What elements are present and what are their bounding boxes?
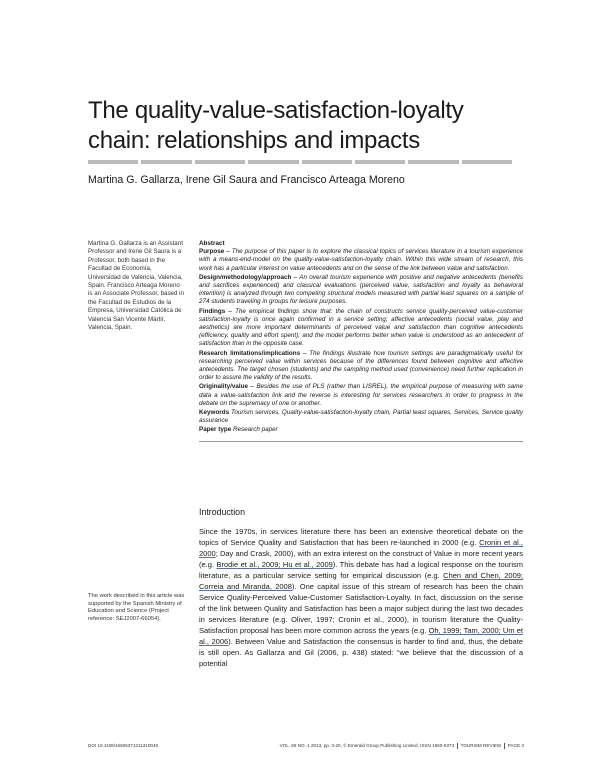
introduction-text: ). One capital issue of this stream of research has been the chain Service Quality-Perceived Value-Customer Satisfaction-Loyalty. In fact, discussion on the sense of the link between Quality and Satisfaction has been a major subject during the last two decades in services literature (e.g. Oliver, 1997; Cronin et al., 2000), in tourism literature the Quality-Satisfaction proposal has been more common across the years (e.g. <box>199 582 523 635</box>
abstract-section-label: Research limitations/implications <box>199 349 301 357</box>
abstract-section-label: Paper type <box>199 426 232 434</box>
abstract-section <box>199 383 523 408</box>
abstract-divider <box>199 441 523 442</box>
abstract-section <box>199 350 523 383</box>
abstract-section-text: – The findings illustrate how tourism settings are paradigmatically useful for researching perceived value within services because of the differences found between cognitive and affective antecedents. The target chosen (students) and the sampling method used (convenience) need further replication in order to assure the validity of the results. <box>199 349 523 382</box>
introduction-paragraph <box>199 526 523 669</box>
footer-right <box>280 743 524 749</box>
doi-text: DOI 10.1108/16605371311310048 <box>88 743 159 748</box>
page-number: PAGE 3 <box>507 743 524 749</box>
abstract-section-label: Findings <box>199 307 226 315</box>
abstract-section-text: Research paper <box>231 426 278 434</box>
author-bio: Martina G. Gallarza is an Assistant Professor and Irene Gil Saura is a Professor, both based in the Facultad de Economía, Universidad de València, Valencia, Spain. Francisco Arteaga Moreno is an Associate Professor, based in the Facultad de Estudios de la Empresa, Universidad Católica de Valencia San Vicente Mártir, Valencia, Spain. <box>88 240 184 332</box>
abstract-block <box>199 240 523 436</box>
citation-link[interactable]: Brodie et al., 2009; Hu et al., 2009 <box>216 560 333 569</box>
abstract-section-text: – Besides the use of PLS (rather than LISREL), the empirical purpose of measuring with same data a value-satisfaction link and the reverse is interesting for services researchers in order to progress in the debate on the supremacy of one or another. <box>199 383 523 407</box>
journal-name: TOURISM REVIEW <box>460 743 502 749</box>
introduction-text: ). This debate has had a logical response on the tourism literature, as a particular service setting for empirical discussion (e.g. <box>199 560 524 580</box>
authors-line: Martina G. Gallarza, Irene Gil Saura and Francisco Arteaga Moreno <box>88 174 405 186</box>
abstract-section-text: – The purpose of this paper is to explore the classical topics of services literature in a tourism experience with a means-end-model on the quality-value-satisfaction-loyalty chain. Within this wide stream of research, this work has a particular interest on value antecedents and on the sense of the link between value and satisfaction. <box>199 248 523 272</box>
abstract-heading: Abstract <box>199 240 225 247</box>
introduction-section <box>199 507 523 669</box>
abstract-section-label: Design/methodology/approach <box>199 273 292 281</box>
footer-separator <box>457 743 458 749</box>
abstract-section-label: Keywords <box>199 409 230 417</box>
citation-link[interactable]: Cronin et al., 2000 <box>199 538 523 558</box>
citation-link[interactable]: Oh, 1999; Tam, 2000; Um et al., 2006 <box>199 626 523 646</box>
article-title: The quality-value-satisfaction-loyalty chain: relationships and impacts <box>88 97 464 154</box>
funding-note: The work described in this article was supported by the Spanish Ministry of Education and Science (Project reference: SEJ2007-66054). <box>88 593 185 622</box>
abstract-section-text: – An overall tourism experience with positive and negative antecedents (benefits and sacrifices experienced) and classical evaluations (perceived value, satisfaction and loyalty as behavioral intention) is analyzed through two competing structural models measured with partial least squares on a sample of 274 students traveling in groups for leisure purposes. <box>199 273 523 306</box>
abstract-section <box>199 274 523 307</box>
footer-separator <box>504 743 505 749</box>
abstract-section-text: – The empirical findings show that: the chain of constructs service quality-perceived value-customer satisfaction-loyalty is once again confirmed in a service setting; affective antecedents (social value, play and aesthetics) are more important determinants of perceived value and satisfaction than cognitive antecedents (efficiency, quality and effort spent); and the model performs better when value is understood as an antecedent of satisfaction than in the opposite case. <box>199 307 523 348</box>
abstract-section-text: Tourism services, Quality-value-satisfaction-loyalty chain, Partial least squares, Services, Service quality assurance <box>199 409 523 425</box>
abstract-section <box>199 248 523 273</box>
citation-link[interactable]: Chen and Chen, 2009; Correia and Miranda, 2008 <box>199 571 523 591</box>
abstract-section-label: Purpose <box>199 248 225 256</box>
introduction-heading: Introduction <box>199 507 245 517</box>
introduction-text: ; Day and Crask, 2000), with an extra interest on the construct of Value in more recent years (e.g. <box>199 549 523 569</box>
title-divider <box>88 160 512 164</box>
citation-text: VOL. 68 NO. 1 2013, pp. 3-20, © Emerald Group Publishing Limited, ISSN 1660-5373 <box>279 743 455 749</box>
introduction-text: Since the 1970s, in services literature there has been an extensive theoretical debate on the topics of Service Quality and Satisfaction that has been re-launched in 2000 (e.g. <box>199 527 523 547</box>
introduction-text: ). Between Value and Satisfaction the consensus is harder to find and, thus, the debate is still open. As Gallarza and Gil (2006, p. 438) stated: “we believe that the discussion of a potential <box>199 637 523 668</box>
abstract-section <box>199 308 523 349</box>
abstract-section <box>199 409 523 425</box>
abstract-section <box>199 426 523 434</box>
abstract-section-label: Originality/value <box>199 383 248 391</box>
